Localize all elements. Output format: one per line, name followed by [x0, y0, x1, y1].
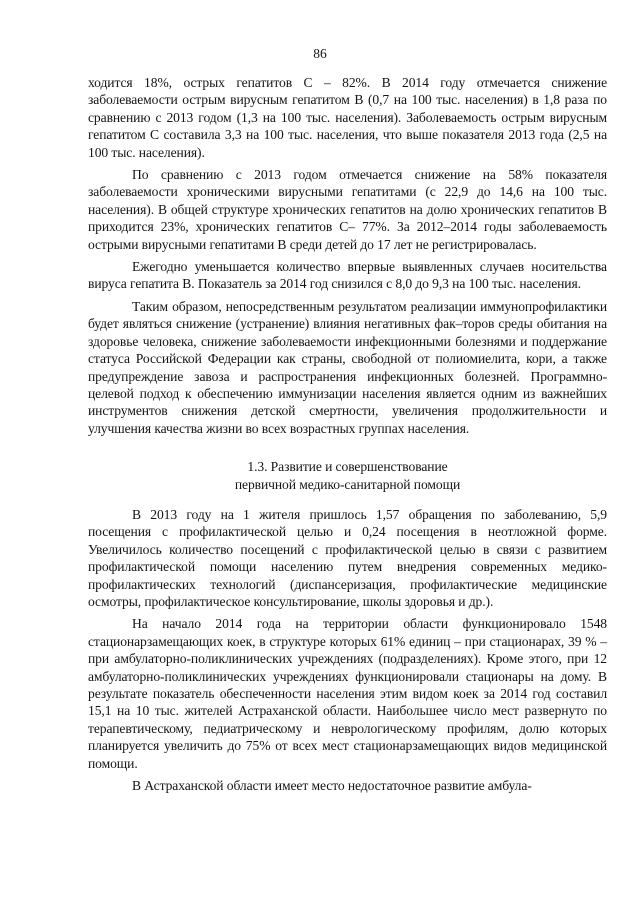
- paragraph-immunoprophylaxis-conclusion: Таким образом, непосредственным результатом реализации иммунопрофилактики будет являться снижение (устранение) влияния негативных фак–торов среды обитания на здоровье человека, снижение заболеваемости инфекционными болезнями и поддержание статуса Российской Федерации как страны, свободной от полиомиелита, кори, а также предупреждение завоза и распространения инфекционных болезней. Программно-целевой подход к обеспечению иммунизации населения является одним из важнейших инструментов снижения детской смертности, увеличения продолжительности и улучшения качества жизни во всех возрастных группах населения.: [88, 298, 607, 436]
- paragraph-continuation: ходится 18%, острых гепатитов С – 82%. В 2014 году отмечается снижение заболеваемости острым вирусным гепатитом В (0,7 на 100 тыс. населения) в 1,8 раза по сравнению с 2013 годом (1,3 на 100 тыс. населения). Заболеваемость острым вирусным гепатитом С составила 3,3 на 100 тыс. населения, что выше показателя 2013 года (2,5 на 100 тыс. населения).: [88, 75, 607, 160]
- paragraph-chronic-hepatitis: По сравнению с 2013 годом отмечается снижение на 58% показателя заболеваемости хроническими вирусными гепатитами (с 22,9 до 14,6 на 100 тыс. населения). В общей структуре хронических гепатитов на долю хронических гепатитов В приходится 23%, хронических гепатитов С– 77%. За 2012–2014 годы заболеваемость острыми вирусными гепатитами В среди детей до 17 лет не регистрировалась.: [88, 167, 607, 252]
- paragraph-outpatient-development: В Астраханской области имеет место недостаточное развитие амбула-: [132, 778, 532, 794]
- section-heading-line-1: 1.3. Развитие и совершенствование: [247, 459, 448, 475]
- paragraph-visits-per-resident: В 2013 году на 1 жителя пришлось 1,57 обращения по заболеванию, 5,9 посещения с профилактической целью и 0,24 посещения в неотложной форме. Увеличилось количество посещений с профилактической целью в связи с развитием профилактической помощи населению путем внедрения современных медико-профилактических технологий (диспансеризация, профилактические медицинские осмотры, профилактическое консультирование, школы здоровья и др.).: [88, 506, 607, 609]
- page-number: 86: [313, 46, 327, 61]
- section-heading: [88, 458, 607, 493]
- paragraph-day-hospital-beds: На начало 2014 года на территории области функционировало 1548 стационарзамещающих коек, в структуре которых 61% единиц – при стационарах, 39 % – при амбулаторно-поликлинических учреждениях (подразделениях). Кроме этого, при 12 амбулаторно-поликлинических учреждениях функционировали стационары на дому. В результате показатель обеспеченности населения этим видом коек за 2014 год составил 15,1 на 10 тыс. жителей Астраханской области. Наибольшее число мест развернуто по терапевтическому, педиатрическому и неврологическому профилям, долю которых планируется увеличить до 75% от всех мест стационарзамещающих видов медицинской помощи.: [88, 616, 607, 771]
- body-text: [88, 74, 607, 799]
- paragraph-hepatitis-b-carriers: Ежегодно уменьшается количество впервые выявленных случаев носительства вируса гепатита В. Показатель за 2014 год снизился с 8,0 до 9,3 на 100 тыс. населения.: [88, 259, 607, 292]
- section-heading-line-2: первичной медико-санитарной помощи: [234, 476, 461, 492]
